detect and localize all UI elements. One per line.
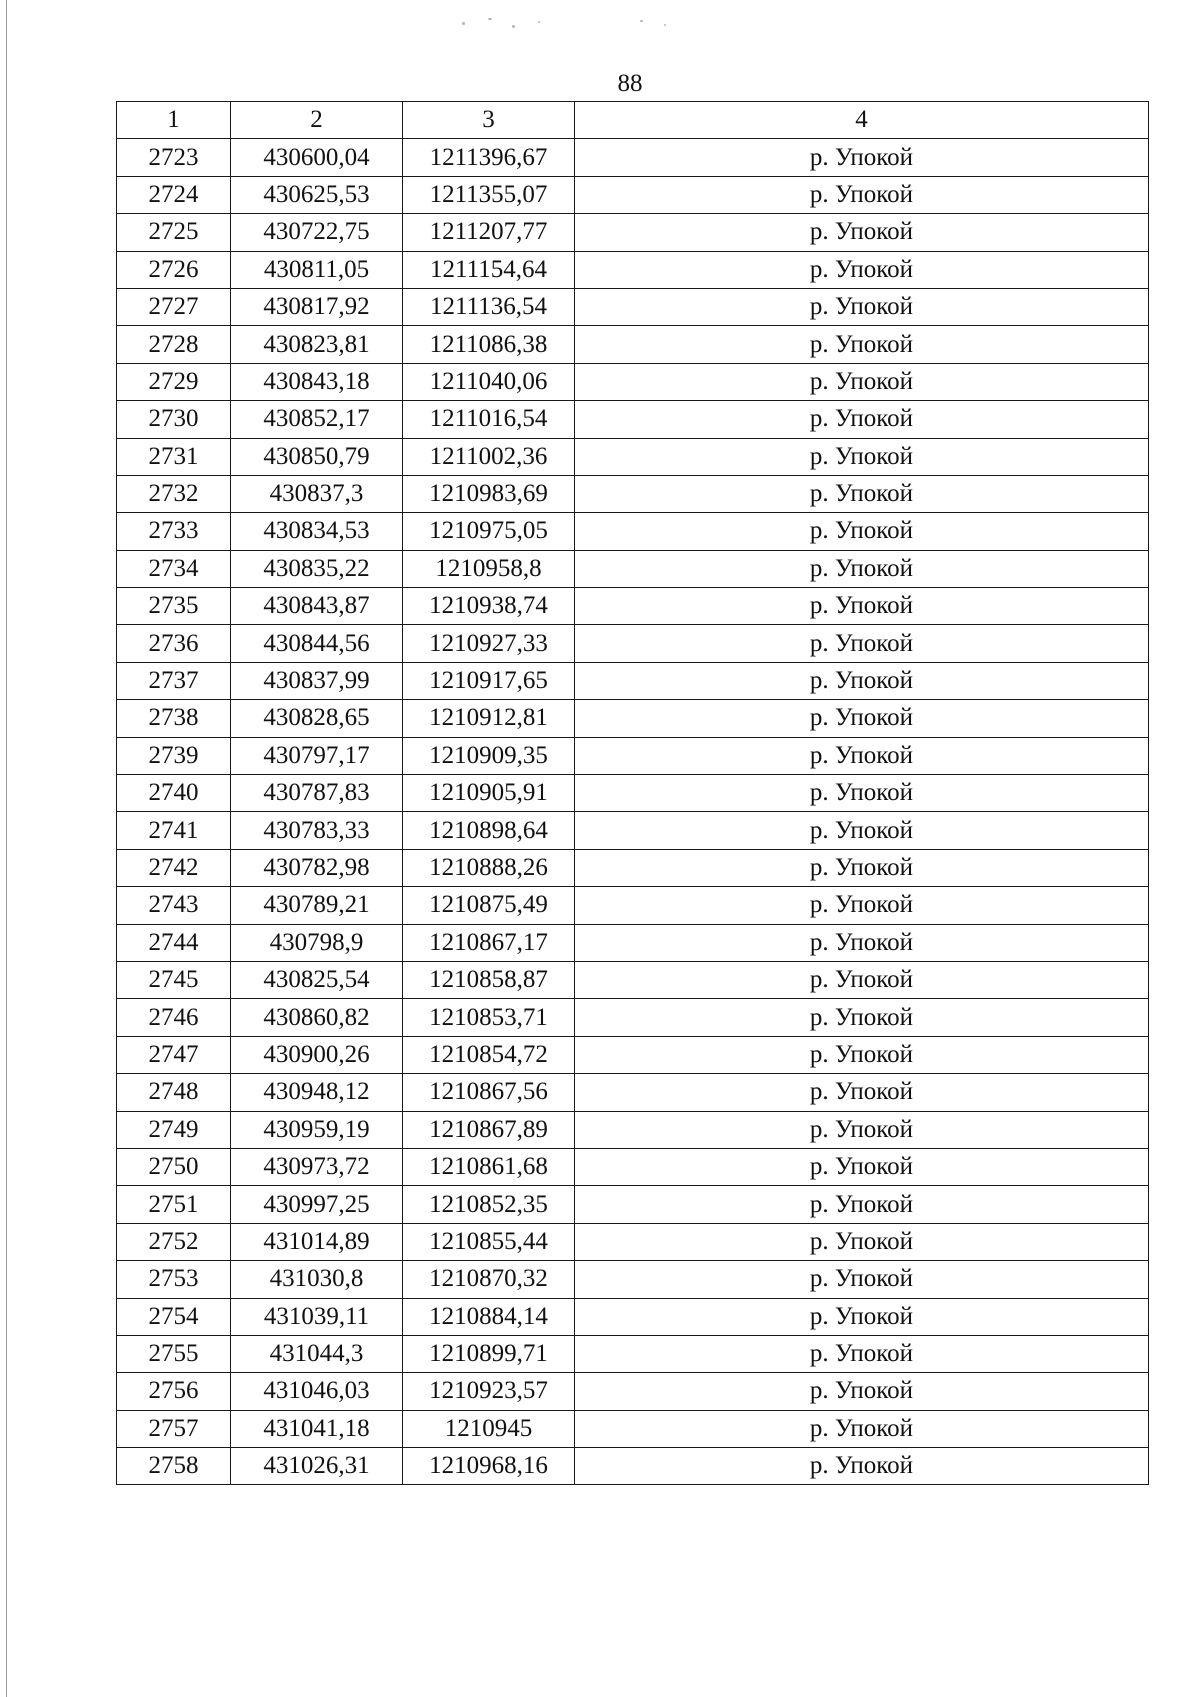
x-coordinate-cell: 431030,8 [231,1261,403,1298]
y-coordinate-cell: 1210968,16 [403,1448,575,1485]
y-coordinate-cell: 1210909,35 [403,737,575,774]
description-cell: р. Упокой [575,1261,1149,1298]
scan-speck [538,21,540,23]
y-coordinate-cell: 1210945 [403,1410,575,1447]
table-row [117,251,1149,288]
y-coordinate-cell: 1211154,64 [403,251,575,288]
description-cell: р. Упокой [575,1335,1149,1372]
description-cell: р. Упокой [575,288,1149,325]
column-header-x-coordinate: 2 [231,102,403,139]
y-coordinate-cell: 1210855,44 [403,1223,575,1260]
description-cell: р. Упокой [575,438,1149,475]
y-coordinate-cell: 1210898,64 [403,812,575,849]
table-row [117,513,1149,550]
scan-speck [664,24,666,26]
point-number-cell: 2758 [117,1448,231,1485]
scan-speck [512,25,515,28]
description-cell: р. Упокой [575,1036,1149,1073]
column-header-point-number: 1 [117,102,231,139]
table-row [117,1335,1149,1372]
x-coordinate-cell: 430850,79 [231,438,403,475]
description-cell: р. Упокой [575,139,1149,176]
table-row [117,588,1149,625]
y-coordinate-cell: 1210888,26 [403,849,575,886]
y-coordinate-cell: 1211355,07 [403,176,575,213]
table-row [117,1410,1149,1447]
table-row [117,288,1149,325]
table-row [117,401,1149,438]
point-number-cell: 2744 [117,924,231,961]
point-number-cell: 2727 [117,288,231,325]
point-number-cell: 2731 [117,438,231,475]
y-coordinate-cell: 1210975,05 [403,513,575,550]
point-number-cell: 2753 [117,1261,231,1298]
point-number-cell: 2724 [117,176,231,213]
x-coordinate-cell: 431044,3 [231,1335,403,1372]
table-row [117,475,1149,512]
y-coordinate-cell: 1210852,35 [403,1186,575,1223]
column-header-description: 4 [575,102,1149,139]
y-coordinate-cell: 1211002,36 [403,438,575,475]
point-number-cell: 2743 [117,887,231,924]
point-number-cell: 2755 [117,1335,231,1372]
table-row [117,1298,1149,1335]
point-number-cell: 2732 [117,475,231,512]
description-cell: р. Упокой [575,326,1149,363]
x-coordinate-cell: 431041,18 [231,1410,403,1447]
description-cell: р. Упокой [575,1373,1149,1410]
y-coordinate-cell: 1210899,71 [403,1335,575,1372]
x-coordinate-cell: 430722,75 [231,214,403,251]
description-cell: р. Упокой [575,625,1149,662]
point-number-cell: 2745 [117,961,231,998]
point-number-cell: 2739 [117,737,231,774]
scan-speck [462,22,465,25]
table-row [117,1074,1149,1111]
y-coordinate-cell: 1211086,38 [403,326,575,363]
x-coordinate-cell: 430852,17 [231,401,403,438]
description-cell: р. Упокой [575,513,1149,550]
y-coordinate-cell: 1210905,91 [403,775,575,812]
description-cell: р. Упокой [575,251,1149,288]
table-row [117,737,1149,774]
table-row [117,662,1149,699]
point-number-cell: 2730 [117,401,231,438]
x-coordinate-cell: 430625,53 [231,176,403,213]
description-cell: р. Упокой [575,1448,1149,1485]
description-cell: р. Упокой [575,214,1149,251]
point-number-cell: 2736 [117,625,231,662]
y-coordinate-cell: 1210867,89 [403,1111,575,1148]
table-row [117,550,1149,587]
table-row [117,961,1149,998]
description-cell: р. Упокой [575,849,1149,886]
table-row [117,1448,1149,1485]
table-row [117,812,1149,849]
y-coordinate-cell: 1210854,72 [403,1036,575,1073]
table-row [117,999,1149,1036]
x-coordinate-cell: 431046,03 [231,1373,403,1410]
y-coordinate-cell: 1210927,33 [403,625,575,662]
x-coordinate-cell: 430844,56 [231,625,403,662]
x-coordinate-cell: 430843,18 [231,363,403,400]
y-coordinate-cell: 1210912,81 [403,700,575,737]
y-coordinate-cell: 1211040,06 [403,363,575,400]
y-coordinate-cell: 1210938,74 [403,588,575,625]
table-row [117,1186,1149,1223]
description-cell: р. Упокой [575,1148,1149,1185]
table-row [117,1148,1149,1185]
y-coordinate-cell: 1210884,14 [403,1298,575,1335]
x-coordinate-cell: 430811,05 [231,251,403,288]
point-number-cell: 2754 [117,1298,231,1335]
point-number-cell: 2756 [117,1373,231,1410]
point-number-cell: 2728 [117,326,231,363]
x-coordinate-cell: 430600,04 [231,139,403,176]
description-cell: р. Упокой [575,176,1149,213]
coordinates-table-body [117,102,1149,1485]
point-number-cell: 2749 [117,1111,231,1148]
point-number-cell: 2735 [117,588,231,625]
table-row [117,1223,1149,1260]
table-row [117,700,1149,737]
description-cell: р. Упокой [575,812,1149,849]
table-row [117,924,1149,961]
description-cell: р. Упокой [575,1186,1149,1223]
y-coordinate-cell: 1210875,49 [403,887,575,924]
x-coordinate-cell: 430783,33 [231,812,403,849]
coordinates-table [116,101,1149,1485]
description-cell: р. Упокой [575,588,1149,625]
x-coordinate-cell: 430797,17 [231,737,403,774]
x-coordinate-cell: 430825,54 [231,961,403,998]
x-coordinate-cell: 430798,9 [231,924,403,961]
x-coordinate-cell: 430828,65 [231,700,403,737]
table-row [117,326,1149,363]
table-row [117,1111,1149,1148]
description-cell: р. Упокой [575,775,1149,812]
description-cell: р. Упокой [575,363,1149,400]
point-number-cell: 2751 [117,1186,231,1223]
description-cell: р. Упокой [575,700,1149,737]
table-row [117,1036,1149,1073]
description-cell: р. Упокой [575,1223,1149,1260]
point-number-cell: 2757 [117,1410,231,1447]
point-number-cell: 2729 [117,363,231,400]
point-number-cell: 2734 [117,550,231,587]
y-coordinate-cell: 1210870,32 [403,1261,575,1298]
table-row [117,849,1149,886]
x-coordinate-cell: 431014,89 [231,1223,403,1260]
x-coordinate-cell: 430823,81 [231,326,403,363]
description-cell: р. Упокой [575,961,1149,998]
table-row [117,363,1149,400]
y-coordinate-cell: 1211136,54 [403,288,575,325]
x-coordinate-cell: 430834,53 [231,513,403,550]
description-cell: р. Упокой [575,1074,1149,1111]
scan-speck [488,18,492,20]
description-cell: р. Упокой [575,887,1149,924]
table-row [117,139,1149,176]
scan-edge [6,0,7,1697]
y-coordinate-cell: 1210853,71 [403,999,575,1036]
y-coordinate-cell: 1210923,57 [403,1373,575,1410]
x-coordinate-cell: 430837,99 [231,662,403,699]
y-coordinate-cell: 1210867,17 [403,924,575,961]
x-coordinate-cell: 430948,12 [231,1074,403,1111]
x-coordinate-cell: 430835,22 [231,550,403,587]
y-coordinate-cell: 1211396,67 [403,139,575,176]
table-row [117,887,1149,924]
x-coordinate-cell: 430789,21 [231,887,403,924]
scan-speck [640,20,643,22]
x-coordinate-cell: 431026,31 [231,1448,403,1485]
point-number-cell: 2748 [117,1074,231,1111]
description-cell: р. Упокой [575,999,1149,1036]
y-coordinate-cell: 1210983,69 [403,475,575,512]
y-coordinate-cell: 1210917,65 [403,662,575,699]
x-coordinate-cell: 430959,19 [231,1111,403,1148]
description-cell: р. Упокой [575,924,1149,961]
x-coordinate-cell: 430860,82 [231,999,403,1036]
description-cell: р. Упокой [575,737,1149,774]
table-row [117,214,1149,251]
x-coordinate-cell: 430782,98 [231,849,403,886]
x-coordinate-cell: 431039,11 [231,1298,403,1335]
y-coordinate-cell: 1210867,56 [403,1074,575,1111]
description-cell: р. Упокой [575,401,1149,438]
point-number-cell: 2750 [117,1148,231,1185]
point-number-cell: 2740 [117,775,231,812]
point-number-cell: 2733 [117,513,231,550]
y-coordinate-cell: 1211207,77 [403,214,575,251]
description-cell: р. Упокой [575,1410,1149,1447]
table-row [117,438,1149,475]
x-coordinate-cell: 430900,26 [231,1036,403,1073]
y-coordinate-cell: 1211016,54 [403,401,575,438]
point-number-cell: 2723 [117,139,231,176]
table-row [117,1373,1149,1410]
table-header-row [117,102,1149,139]
point-number-cell: 2742 [117,849,231,886]
x-coordinate-cell: 430817,92 [231,288,403,325]
x-coordinate-cell: 430837,3 [231,475,403,512]
description-cell: р. Упокой [575,475,1149,512]
y-coordinate-cell: 1210958,8 [403,550,575,587]
x-coordinate-cell: 430997,25 [231,1186,403,1223]
description-cell: р. Упокой [575,1111,1149,1148]
table-row [117,775,1149,812]
description-cell: р. Упокой [575,1298,1149,1335]
y-coordinate-cell: 1210861,68 [403,1148,575,1185]
table-row [117,176,1149,213]
page-number: 88 [617,70,643,97]
x-coordinate-cell: 430843,87 [231,588,403,625]
description-cell: р. Упокой [575,662,1149,699]
x-coordinate-cell: 430973,72 [231,1148,403,1185]
point-number-cell: 2726 [117,251,231,288]
point-number-cell: 2747 [117,1036,231,1073]
point-number-cell: 2746 [117,999,231,1036]
x-coordinate-cell: 430787,83 [231,775,403,812]
table-row [117,1261,1149,1298]
point-number-cell: 2737 [117,662,231,699]
point-number-cell: 2741 [117,812,231,849]
y-coordinate-cell: 1210858,87 [403,961,575,998]
point-number-cell: 2738 [117,700,231,737]
point-number-cell: 2752 [117,1223,231,1260]
description-cell: р. Упокой [575,550,1149,587]
table-row [117,625,1149,662]
point-number-cell: 2725 [117,214,231,251]
column-header-y-coordinate: 3 [403,102,575,139]
